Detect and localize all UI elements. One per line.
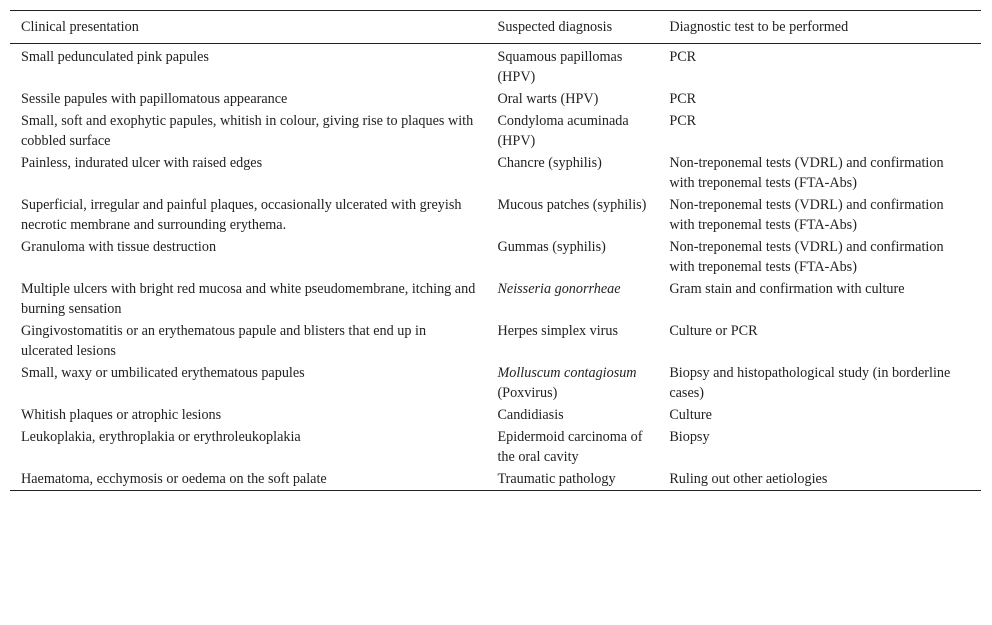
cell-test: Biopsy	[669, 429, 710, 445]
table-row	[10, 362, 981, 404]
diagnosis-text: Condyloma acuminada (HPV)	[497, 113, 629, 149]
cell-test: Biopsy and histopathological study (in borderline cases)	[669, 365, 951, 401]
table-row	[10, 320, 981, 362]
diagnosis-text: Chancre (syphilis)	[497, 155, 602, 171]
cell-presentation: Granuloma with tissue destruction	[21, 239, 217, 255]
cell-diagnosis	[486, 404, 658, 426]
cell-diagnosis	[486, 320, 658, 362]
diagnosis-text: Traumatic pathology	[497, 471, 616, 487]
cell-test: Culture or PCR	[669, 323, 758, 339]
clinical-diagnosis-table	[10, 10, 981, 491]
table-row	[10, 468, 981, 491]
table-row	[10, 236, 981, 278]
cell-diagnosis	[486, 152, 658, 194]
cell-presentation: Gingivostomatitis or an erythematous papule and blisters that end up in ulcerated lesions	[21, 323, 427, 359]
cell-presentation: Small, waxy or umbilicated erythematous papules	[21, 365, 305, 381]
cell-presentation: Whitish plaques or atrophic lesions	[21, 407, 222, 423]
cell-test: Non-treponemal tests (VDRL) and confirmation with treponemal tests (FTA-Abs)	[669, 239, 944, 275]
table-row	[10, 152, 981, 194]
cell-presentation: Sessile papules with papillomatous appearance	[21, 91, 288, 107]
diagnosis-text: Oral warts (HPV)	[497, 91, 599, 107]
table-row	[10, 404, 981, 426]
table-row	[10, 44, 981, 89]
header-suspected-diagnosis: Suspected diagnosis	[486, 11, 658, 44]
diagnosis-text: Mucous patches (syphilis)	[497, 197, 647, 213]
cell-presentation: Multiple ulcers with bright red mucosa and white pseudomembrane, itching and burning sensation	[21, 281, 476, 317]
table-row	[10, 426, 981, 468]
cell-test: PCR	[669, 91, 697, 107]
header-row	[10, 11, 981, 44]
diagnosis-text: Epidermoid carcinoma of the oral cavity	[497, 429, 643, 465]
table-header	[10, 11, 981, 44]
diagnosis-text: (Poxvirus)	[497, 385, 558, 401]
cell-diagnosis	[486, 236, 658, 278]
cell-test: Non-treponemal tests (VDRL) and confirmation with treponemal tests (FTA-Abs)	[669, 197, 944, 233]
cell-diagnosis	[486, 362, 658, 404]
cell-test: Ruling out other aetiologies	[658, 468, 981, 491]
diagnosis-text: Candidiasis	[497, 407, 564, 423]
cell-test: Culture	[669, 407, 712, 423]
clinical-table-container	[10, 10, 981, 491]
cell-diagnosis	[486, 88, 658, 110]
cell-diagnosis	[486, 194, 658, 236]
table-row	[10, 194, 981, 236]
cell-presentation: Haematoma, ecchymosis or oedema on the soft palate	[10, 468, 486, 491]
cell-presentation: Painless, indurated ulcer with raised edges	[21, 155, 263, 171]
header-diagnostic-test: Diagnostic test to be performed	[658, 11, 981, 44]
table-row	[10, 278, 981, 320]
cell-diagnosis	[486, 110, 658, 152]
table-row	[10, 110, 981, 152]
cell-diagnosis	[486, 278, 658, 320]
header-clinical-presentation: Clinical presentation	[10, 11, 486, 44]
diagnosis-italic: Neisseria gonorrheae	[497, 281, 621, 297]
cell-test: PCR	[669, 49, 697, 65]
cell-presentation: Small, soft and exophytic papules, whitish in colour, giving rise to plaques with cobbled surface	[21, 113, 474, 149]
cell-presentation: Small pedunculated pink papules	[21, 49, 209, 65]
cell-test: PCR	[669, 113, 697, 129]
table-body	[10, 44, 981, 491]
diagnosis-italic: Molluscum contagiosum	[497, 365, 637, 381]
table-row	[10, 88, 981, 110]
cell-presentation: Superficial, irregular and painful plaques, occasionally ulcerated with greyish necrotic membrane and surrounding erythema.	[21, 197, 462, 233]
cell-test: Non-treponemal tests (VDRL) and confirmation with treponemal tests (FTA-Abs)	[669, 155, 944, 191]
cell-diagnosis	[486, 468, 658, 491]
diagnosis-text: Herpes simplex virus	[497, 323, 619, 339]
diagnosis-text: Gummas (syphilis)	[497, 239, 606, 255]
cell-diagnosis	[486, 426, 658, 468]
cell-presentation: Leukoplakia, erythroplakia or erythroleukoplakia	[21, 429, 301, 445]
cell-test: Gram stain and confirmation with culture	[669, 281, 905, 297]
cell-diagnosis	[486, 44, 658, 89]
diagnosis-text: Squamous papillomas (HPV)	[497, 49, 623, 85]
